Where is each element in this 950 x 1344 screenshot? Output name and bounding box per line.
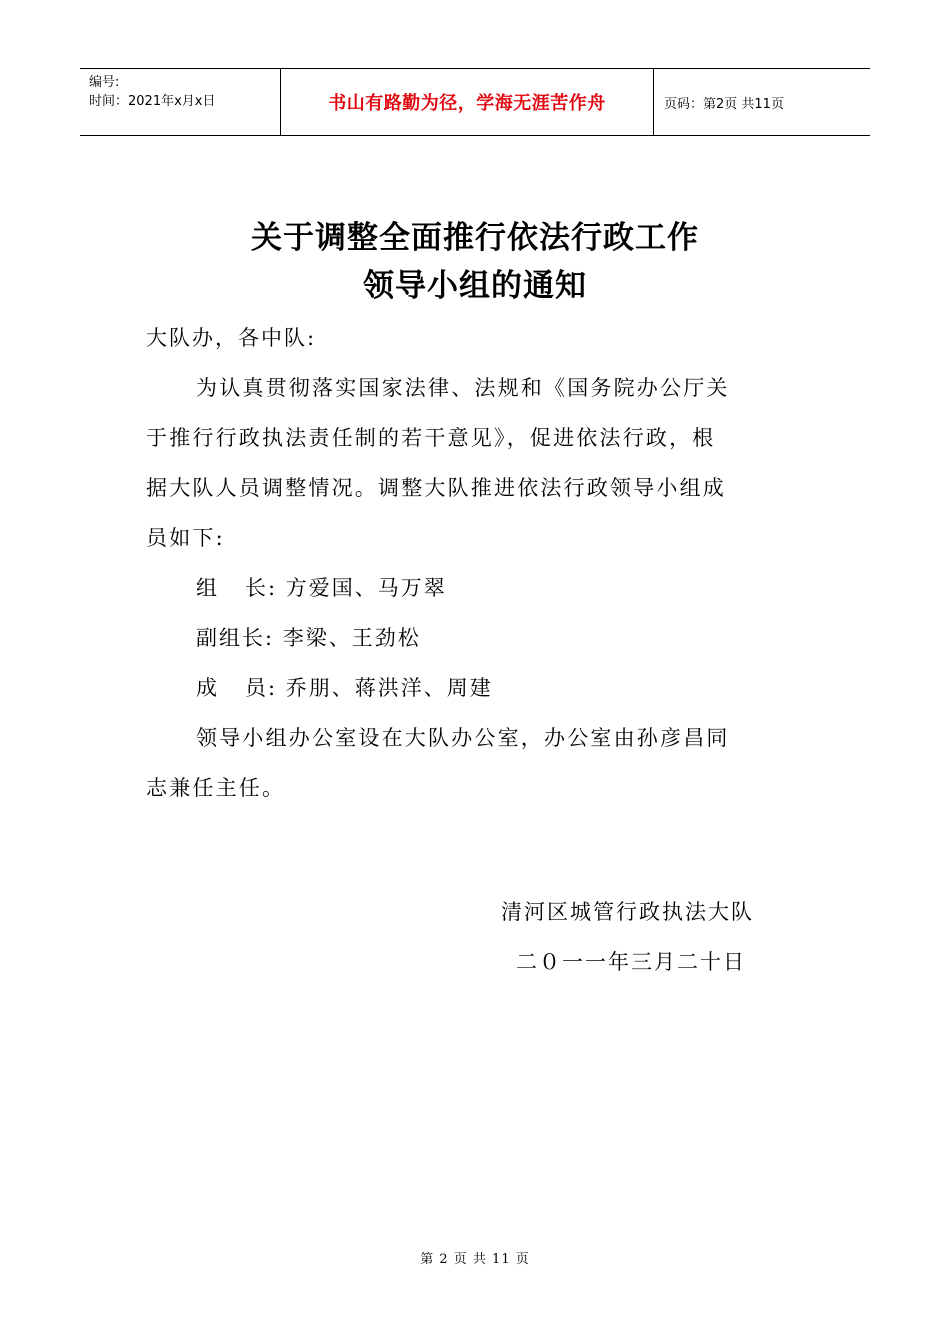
page-footer: 第 2 页 共 11 页 [420, 1252, 530, 1267]
page-info: 页码：第2页 共11页 [664, 96, 784, 112]
member-list: 成 员: 乔朋、蒋洪洋、周建 [196, 676, 493, 700]
member-deputy: 副组长: 李梁、王劲松 [196, 626, 421, 650]
time-label: 时间：2021年x月x日 [89, 94, 216, 109]
header-page-cell [654, 69, 870, 135]
motto-text: 书山有路勤为径，学海无涯苦作舟 [328, 93, 606, 114]
document-title-line2: 领导小组的通知 [363, 268, 587, 304]
header-meta-cell [80, 69, 281, 135]
intro-line: 据大队人员调整情况。调整大队推进依法行政领导小组成 [146, 476, 726, 500]
document-header [80, 68, 870, 136]
intro-line: 为认真贯彻落实国家法律、法规和《国务院办公厅关 [196, 376, 730, 400]
number-label: 编号: [89, 75, 120, 90]
office-line: 志兼任主任。 [146, 776, 286, 800]
office-line: 领导小组办公室设在大队办公室，办公室由孙彦昌同 [196, 726, 730, 750]
salutation: 大队办，各中队: [146, 326, 317, 350]
document-title-line1: 关于调整全面推行依法行政工作 [251, 220, 699, 256]
signature-date: 二０一一年三月二十日 [516, 950, 746, 974]
signature-org: 清河区城管行政执法大队 [501, 900, 754, 924]
header-motto-cell [281, 69, 654, 135]
intro-line: 员如下: [146, 526, 225, 550]
member-leader: 组 长: 方爱国、马万翠 [196, 576, 447, 600]
intro-line: 于推行行政执法责任制的若干意见》，促进依法行政，根 [146, 426, 716, 450]
